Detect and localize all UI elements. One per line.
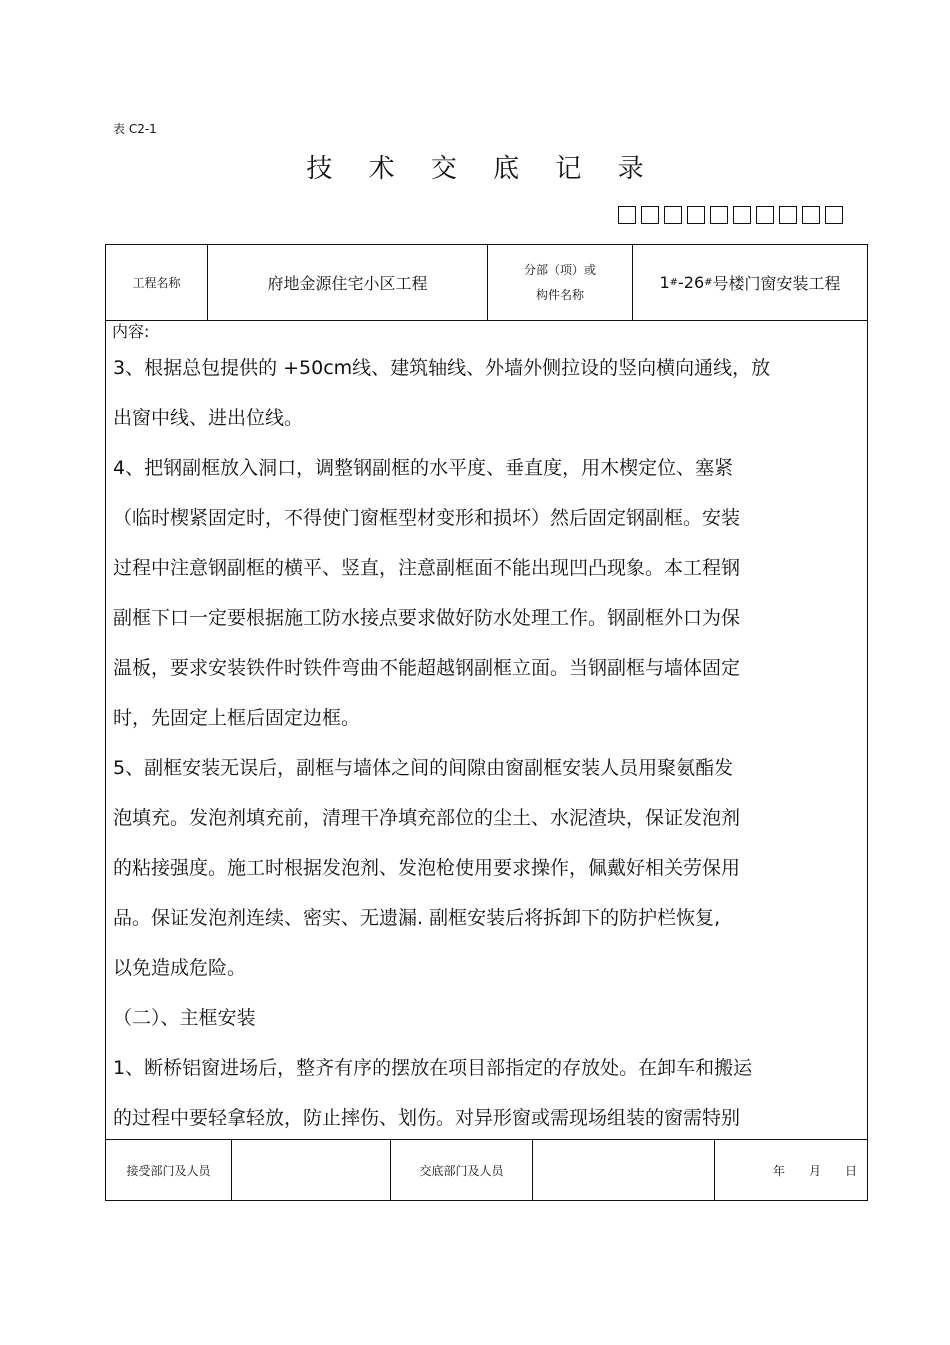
part-name-b: -26 bbox=[678, 273, 705, 292]
content-line: （临时楔紧固定时，不得使门窗框型材变形和损坏）然后固定钢副框。安装 bbox=[113, 507, 741, 529]
receiver-label: 接受部门及人员 bbox=[106, 1140, 232, 1201]
record-table bbox=[105, 244, 868, 1201]
content-line: 的过程中要轻拿轻放，防止摔伤、划伤。对异形窗或需现场组装的窗需特别 bbox=[113, 1107, 741, 1129]
number-box[interactable] bbox=[733, 206, 751, 224]
content-line: 时，先固定上框后固定边框。 bbox=[113, 707, 361, 729]
number-box[interactable] bbox=[641, 206, 659, 224]
number-box[interactable] bbox=[825, 206, 843, 224]
header-row bbox=[106, 245, 867, 321]
content-line: 4、把钢副框放入洞口，调整钢副框的水平度、垂直度，用木楔定位、塞紧 bbox=[113, 457, 734, 479]
date-day-label: 日 bbox=[844, 1164, 857, 1178]
number-box[interactable] bbox=[756, 206, 774, 224]
date-month-label: 月 bbox=[808, 1164, 821, 1178]
content-line: 以免造成危险。 bbox=[113, 957, 247, 979]
content-line: 的粘接强度。施工时根据发泡剂、发泡枪使用要求操作，佩戴好相关劳保用 bbox=[113, 857, 741, 879]
issuer-label: 交底部门及人员 bbox=[391, 1140, 533, 1201]
page-title: 技 术 交 底 记 录 bbox=[306, 154, 658, 184]
project-name-field[interactable]: 府地金源住宅小区工程 bbox=[208, 245, 488, 320]
part-name-a: 1 bbox=[659, 273, 670, 292]
footer-row bbox=[106, 1139, 867, 1201]
issuer-field[interactable] bbox=[533, 1140, 715, 1201]
number-box[interactable] bbox=[618, 206, 636, 224]
project-name-label: 工程名称 bbox=[106, 245, 208, 320]
number-box[interactable] bbox=[687, 206, 705, 224]
content-label: 内容: bbox=[112, 322, 150, 341]
content-line: 5、副框安装无误后，副框与墙体之间的间隙由窗副框安装人员用聚氨酯发 bbox=[113, 757, 734, 779]
part-label-line2: 构件名称 bbox=[535, 287, 584, 302]
form-code: 表 C2-1 bbox=[113, 122, 157, 136]
number-box[interactable] bbox=[802, 206, 820, 224]
part-name-c: 号楼门窗安装工程 bbox=[712, 274, 841, 293]
number-box[interactable] bbox=[664, 206, 682, 224]
content-line: 3、根据总包提供的 +50cm线、建筑轴线、外墙外侧拉设的竖向横向通线，放 bbox=[113, 357, 771, 379]
receiver-field[interactable] bbox=[232, 1140, 391, 1201]
content-line: （二）、主框安装 bbox=[113, 1007, 256, 1029]
content-line: 泡填充。发泡剂填充前，清理干净填充部位的尘土、水泥渣块，保证发泡剂 bbox=[113, 807, 741, 829]
content-line: 1、断桥铝窗进场后，整齐有序的摆放在项目部指定的存放处。在卸车和搬运 bbox=[113, 1057, 753, 1079]
content-line: 温板，要求安装铁件时铁件弯曲不能超越钢副框立面。当钢副框与墙体固定 bbox=[113, 657, 741, 679]
content-line: 副框下口一定要根据施工防水接点要求做好防水处理工作。钢副框外口为保 bbox=[113, 607, 741, 629]
part-label-line1: 分部（项）或 bbox=[523, 262, 596, 277]
content-line: 品。保证发泡剂连续、密实、无遗漏. 副框安装后将拆卸下的防护栏恢复, bbox=[113, 907, 721, 929]
number-boxes bbox=[618, 206, 843, 224]
part-name-label bbox=[488, 245, 633, 320]
content-line: 出窗中线、进出位线。 bbox=[113, 407, 304, 429]
number-box[interactable] bbox=[779, 206, 797, 224]
date-field[interactable] bbox=[715, 1140, 867, 1201]
part-name-field[interactable]: 1 # -26 # 号楼门窗安装工程 bbox=[659, 273, 841, 293]
number-box[interactable] bbox=[710, 206, 728, 224]
content-line: 过程中注意钢副框的横平、竖直，注意副框面不能出现凹凸现象。本工程钢 bbox=[113, 557, 741, 579]
date-year-label: 年 bbox=[772, 1164, 785, 1178]
content-area[interactable] bbox=[106, 321, 867, 1139]
